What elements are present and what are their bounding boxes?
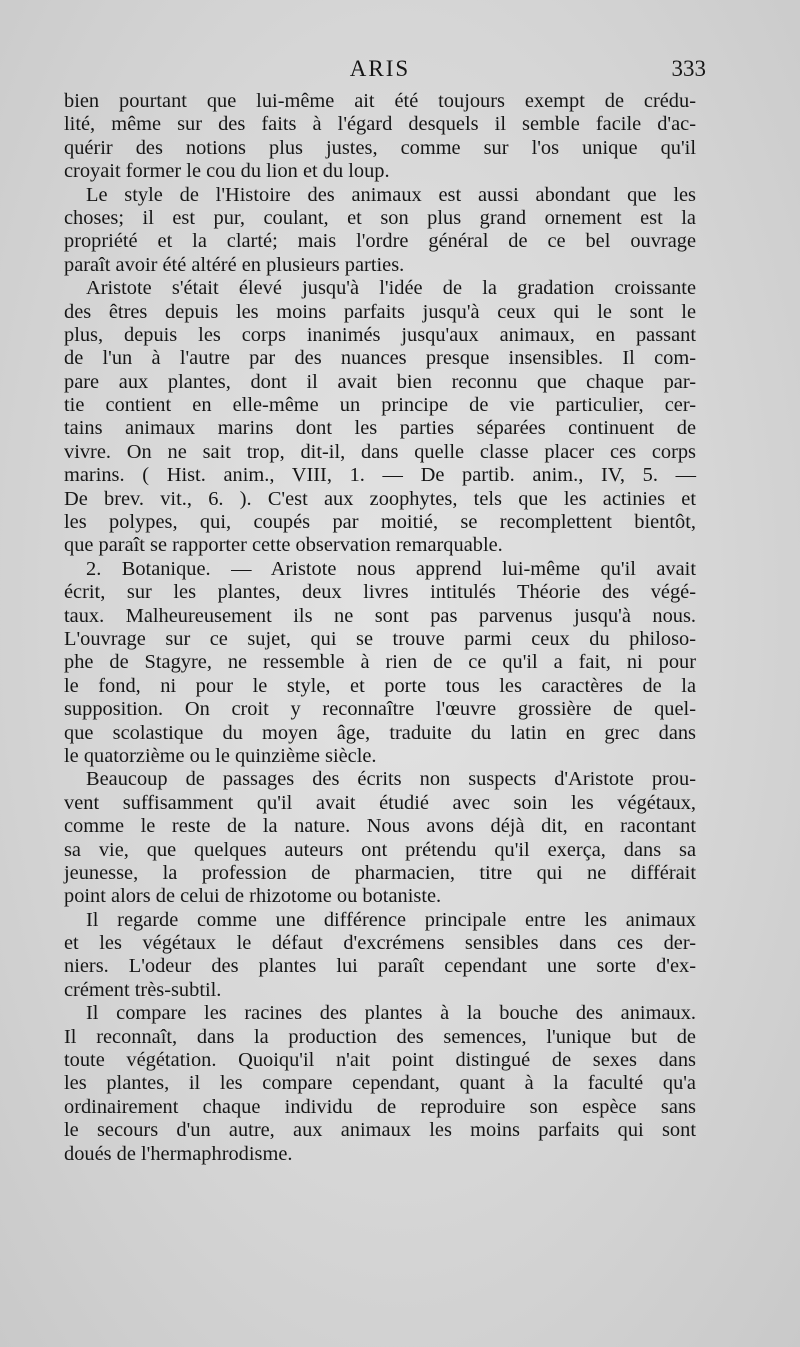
text-line: taux. Malheureusement ils ne sont pas parvenus jusqu'à nous. [64,604,696,627]
text-line: marins. ( Hist. anim., VIII, 1. — De partib. anim., IV, 5. — [64,464,696,487]
text-line: croyait former le cou du lion et du loup. [64,160,390,183]
text-line: Il reconnaît, dans la production des semences, l'unique but de [64,1025,696,1048]
text-line: comme le reste de la nature. Nous avons déjà dit, en racontant [64,815,696,838]
text-line: Le style de l'Histoire des animaux est aussi abondant que les [86,183,696,206]
text-line: tie contient en elle-même un principe de vie particulier, cer- [64,394,696,417]
text-line: niers. L'odeur des plantes lui paraît cependant une sorte d'ex- [64,955,696,978]
body-text [64,90,696,1166]
text-line: que paraît se rapporter cette observation remarquable. [64,534,503,557]
text-line: supposition. On croit y reconnaître l'œuvre grossière de quel- [64,698,696,721]
text-line: vivre. On ne sait trop, dit-il, dans quelle classe placer ces corps [64,440,696,463]
text-line: que scolastique du moyen âge, traduite du latin en grec dans [64,721,696,744]
page-header [64,56,706,86]
text-line: L'ouvrage sur ce sujet, qui se trouve parmi ceux du philoso- [64,627,696,650]
text-line: écrit, sur les plantes, deux livres intitulés Théorie des végé- [64,581,696,604]
running-head: ARIS [349,56,411,81]
text-line: et les végétaux le défaut d'excrémens sensibles dans ces der- [64,932,696,955]
text-line: le quatorzième ou le quinzième siècle. [64,744,377,767]
text-line: bien pourtant que lui-même ait été toujours exempt de crédu- [64,90,696,112]
text-line: Aristote s'était élevé jusqu'à l'idée de la gradation croissante [86,277,696,300]
text-line: paraît avoir été altéré en plusieurs parties. [64,253,405,276]
text-line: des êtres depuis les moins parfaits jusqu'à ceux qui le sont le [64,300,696,323]
text-line: choses; il est pur, coulant, et son plus grand ornement est la [64,206,696,229]
paragraph [64,90,696,184]
text-line: ordinairement chaque individu de reproduire son espèce sans [64,1095,696,1118]
paragraph [64,768,696,908]
text-line: les polypes, qui, coupés par moitié, se recomplettent bientôt, [64,511,696,534]
text-line: 2. Botanique. — Aristote nous apprend lui-même qu'il avait [86,557,696,580]
text-line: tains animaux marins dont les parties séparées continuent de [64,417,696,440]
text-line: propriété et la clarté; mais l'ordre général de ce bel ouvrage [64,230,696,253]
text-line: toute végétation. Quoiqu'il n'ait point distingué de sexes dans [64,1049,696,1072]
text-line: le secours d'un autre, aux animaux les moins parfaits qui sont [64,1119,696,1142]
paragraph [64,184,696,278]
text-line: pare aux plantes, dont il avait bien reconnu que chaque par- [64,370,696,393]
paragraph [64,1002,696,1166]
text-line: Beaucoup de passages des écrits non suspects d'Aristote prou- [86,768,696,791]
page-number: 333 [671,56,706,81]
text-line: doués de l'hermaphrodisme. [64,1142,293,1165]
text-line: jeunesse, la profession de pharmacien, titre qui ne différait [64,861,696,884]
text-line: de l'un à l'autre par des nuances presque insensibles. Il com- [64,347,696,370]
text-line: point alors de celui de rhizotome ou botaniste. [64,885,442,908]
text-line: sa vie, que quelques auteurs ont prétendu qu'il exerça, dans sa [64,838,696,861]
text-line: lité, même sur des faits à l'égard desquels il semble facile d'ac- [64,113,696,136]
text-line: Il compare les racines des plantes à la bouche des animaux. [86,1002,696,1025]
text-line: le fond, ni pour le style, et porte tous les caractères de la [64,674,696,697]
text-line: crément très-subtil. [64,978,222,1001]
text-line: De brev. vit., 6. ). C'est aux zoophytes, tels que les actinies et [64,487,696,510]
text-line: phe de Stagyre, ne ressemble à rien de ce qu'il a fait, ni pour [64,651,696,674]
text-line: vent suffisamment qu'il avait étudié avec soin les végétaux, [64,791,696,814]
paragraph [64,277,696,558]
text-line: les plantes, il les compare cependant, quant à la faculté qu'a [64,1072,696,1095]
paragraph [64,558,696,769]
text-line: plus, depuis les corps inanimés jusqu'aux animaux, en passant [64,323,696,346]
paragraph [64,909,696,1003]
text-line: Il regarde comme une différence principale entre les animaux [86,908,696,931]
text-line: quérir des notions plus justes, comme sur l'os unique qu'il [64,136,696,159]
